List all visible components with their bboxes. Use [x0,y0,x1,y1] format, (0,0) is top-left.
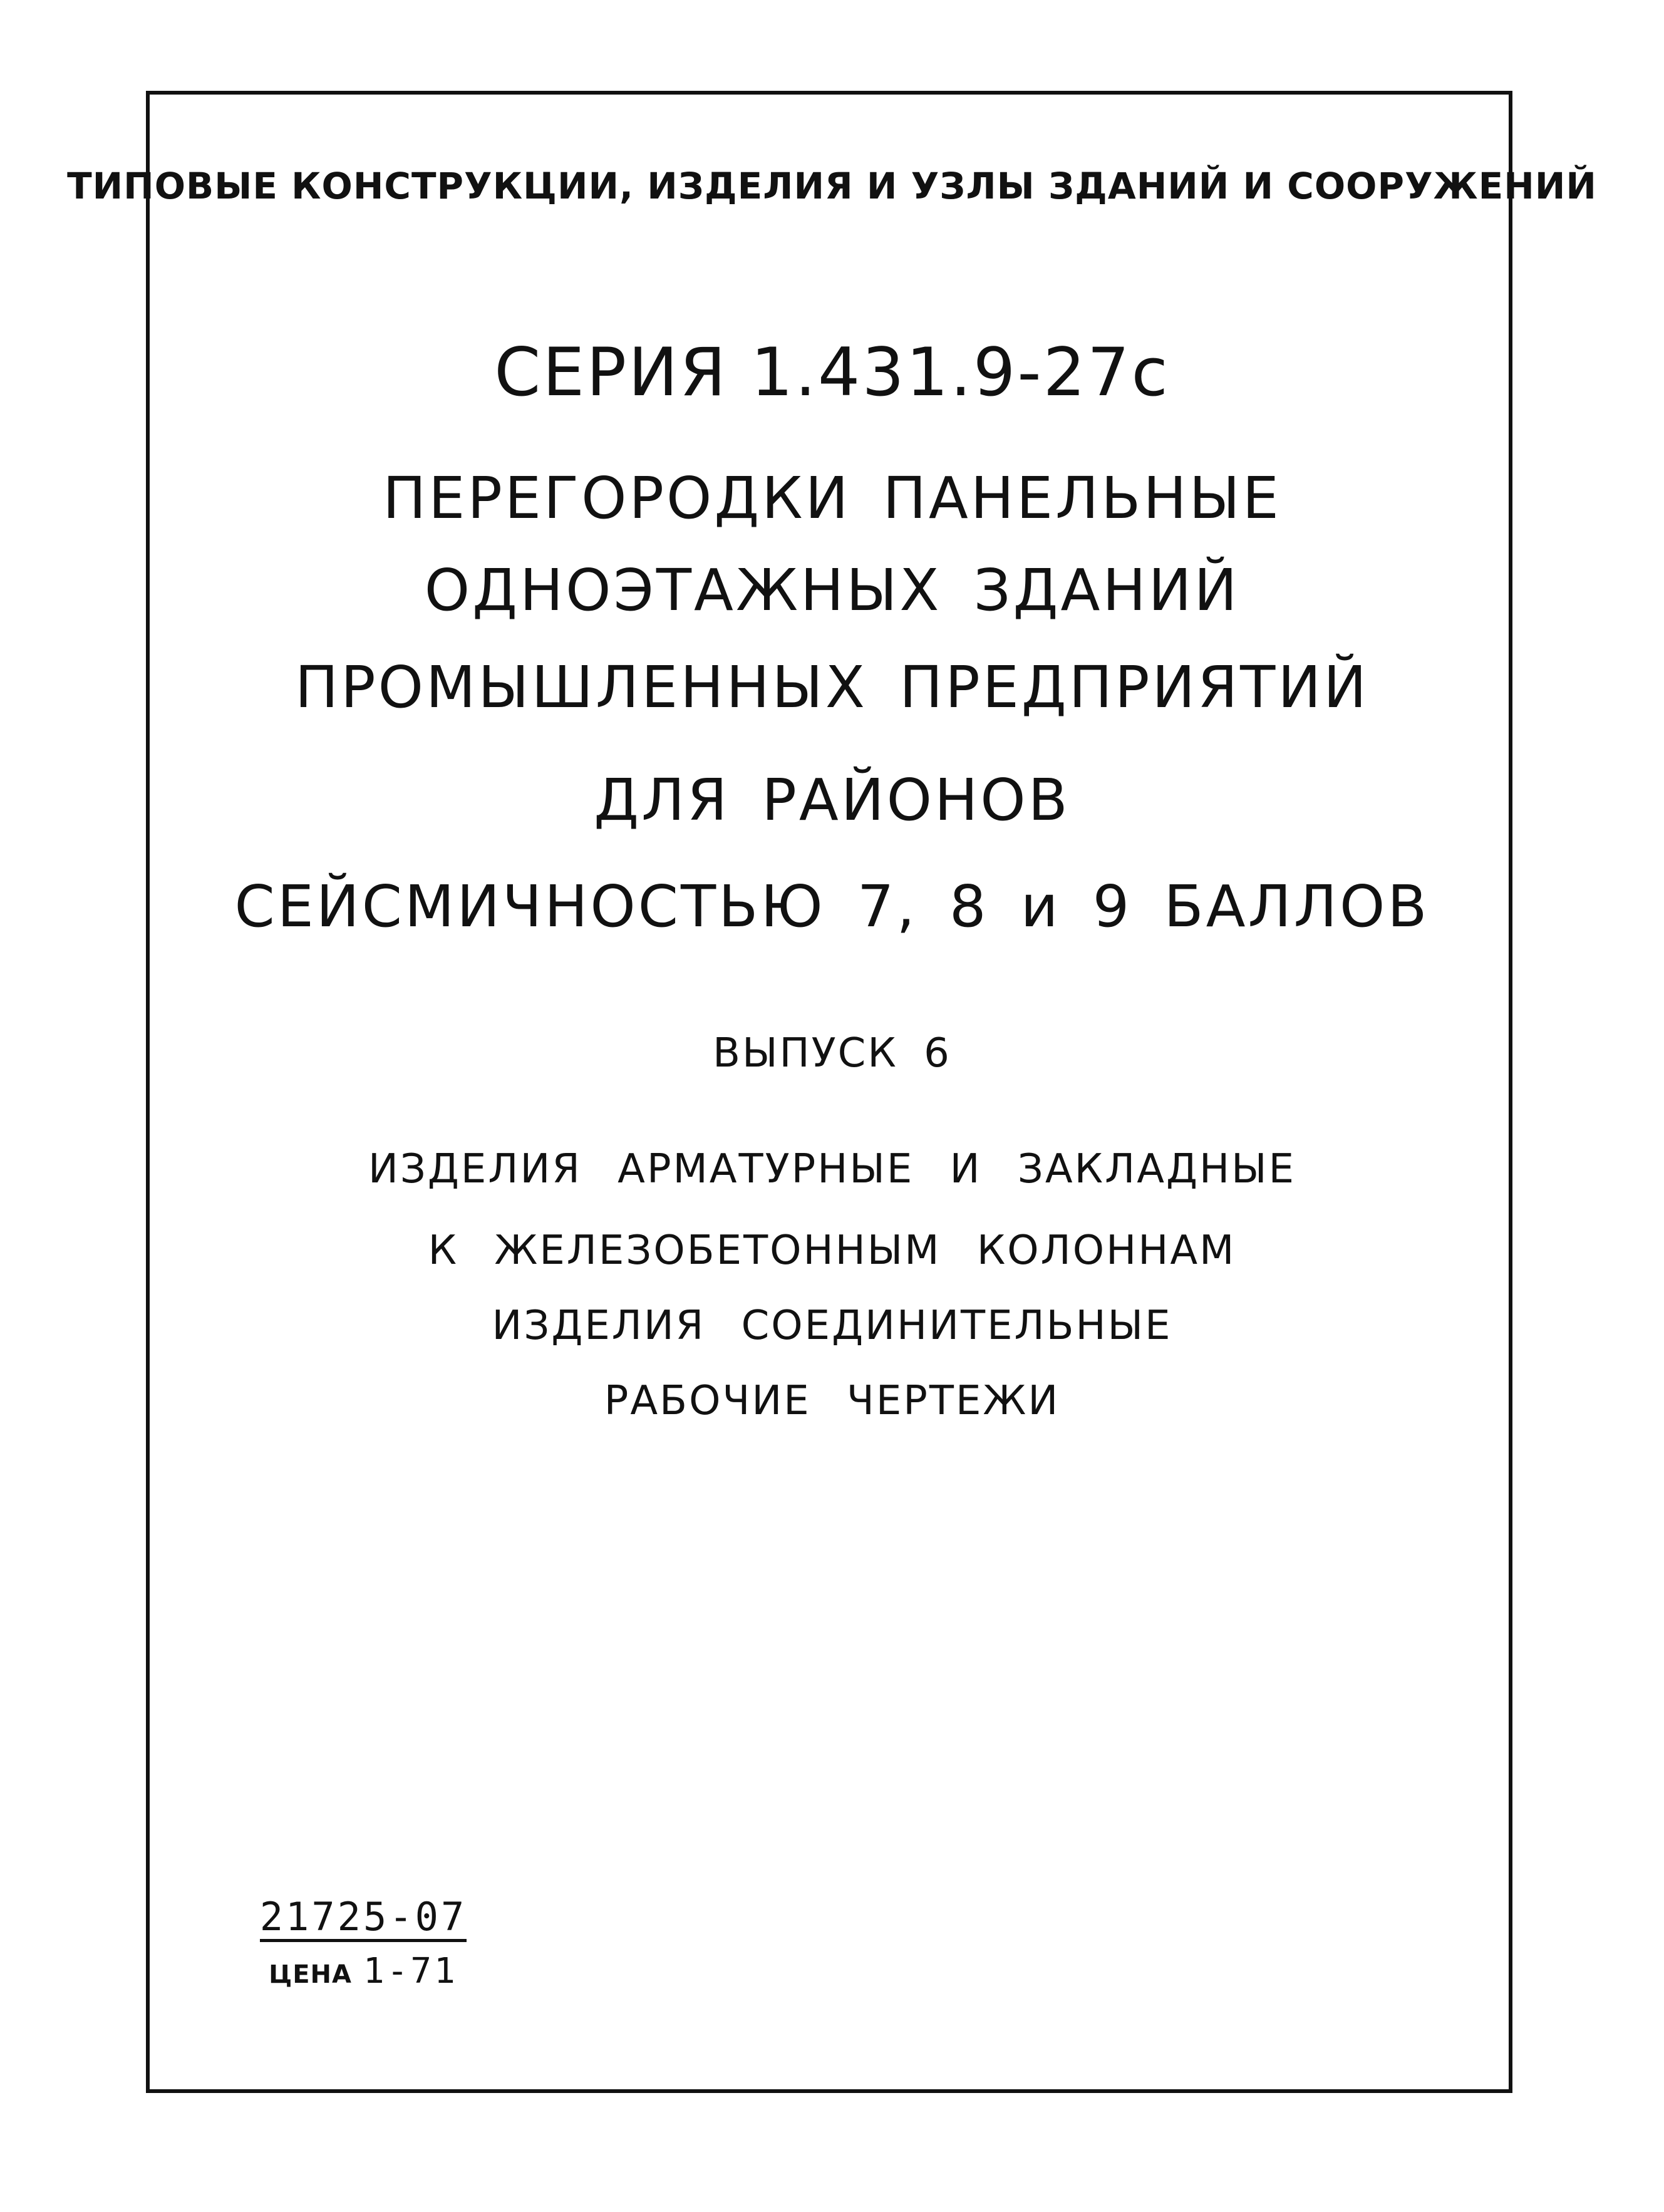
catalog-code-block [244,1894,482,1992]
series-title: СЕРИЯ 1.431.9-27с [494,334,1170,411]
subtitle-line-2: К ЖЕЛЕЗОБЕТОННЫМ КОЛОННАМ [428,1227,1236,1274]
title-line-1: ПЕРЕГОРОДКИ ПАНЕЛЬНЫЕ [383,465,1281,532]
title-line-5: СЕЙСМИЧНОСТЬЮ 7, 8 и 9 БАЛЛОВ [234,873,1430,940]
subtitle-line-1: ИЗДЕЛИЯ АРМАТУРНЫЕ И ЗАКЛАДНЫЕ [368,1146,1296,1192]
header-line: ТИПОВЫЕ КОНСТРУКЦИИ, ИЗДЕЛИЯ И УЗЛЫ ЗДАНИЙ И СООРУЖЕНИЙ [67,165,1597,207]
title-line-3: ПРОМЫШЛЕННЫХ ПРЕДПРИЯТИЙ [294,654,1369,721]
issue-label: ВЫПУСК 6 [713,1030,951,1077]
subtitle-line-4: РАБОЧИЕ ЧЕРТЕЖИ [604,1378,1060,1424]
title-line-2: ОДНОЭТАЖНЫХ ЗДАНИЙ [424,557,1240,624]
subtitle-line-3: ИЗДЕЛИЯ СОЕДИНИТЕЛЬНЫЕ [492,1303,1172,1349]
price-value: 1-71 [363,1951,458,1992]
title-line-4: ДЛЯ РАЙОНОВ [594,767,1070,834]
price-label: ЦЕНА [269,1960,352,1989]
catalog-number: 21725-07 [260,1898,467,1942]
price-row [244,1951,482,1992]
